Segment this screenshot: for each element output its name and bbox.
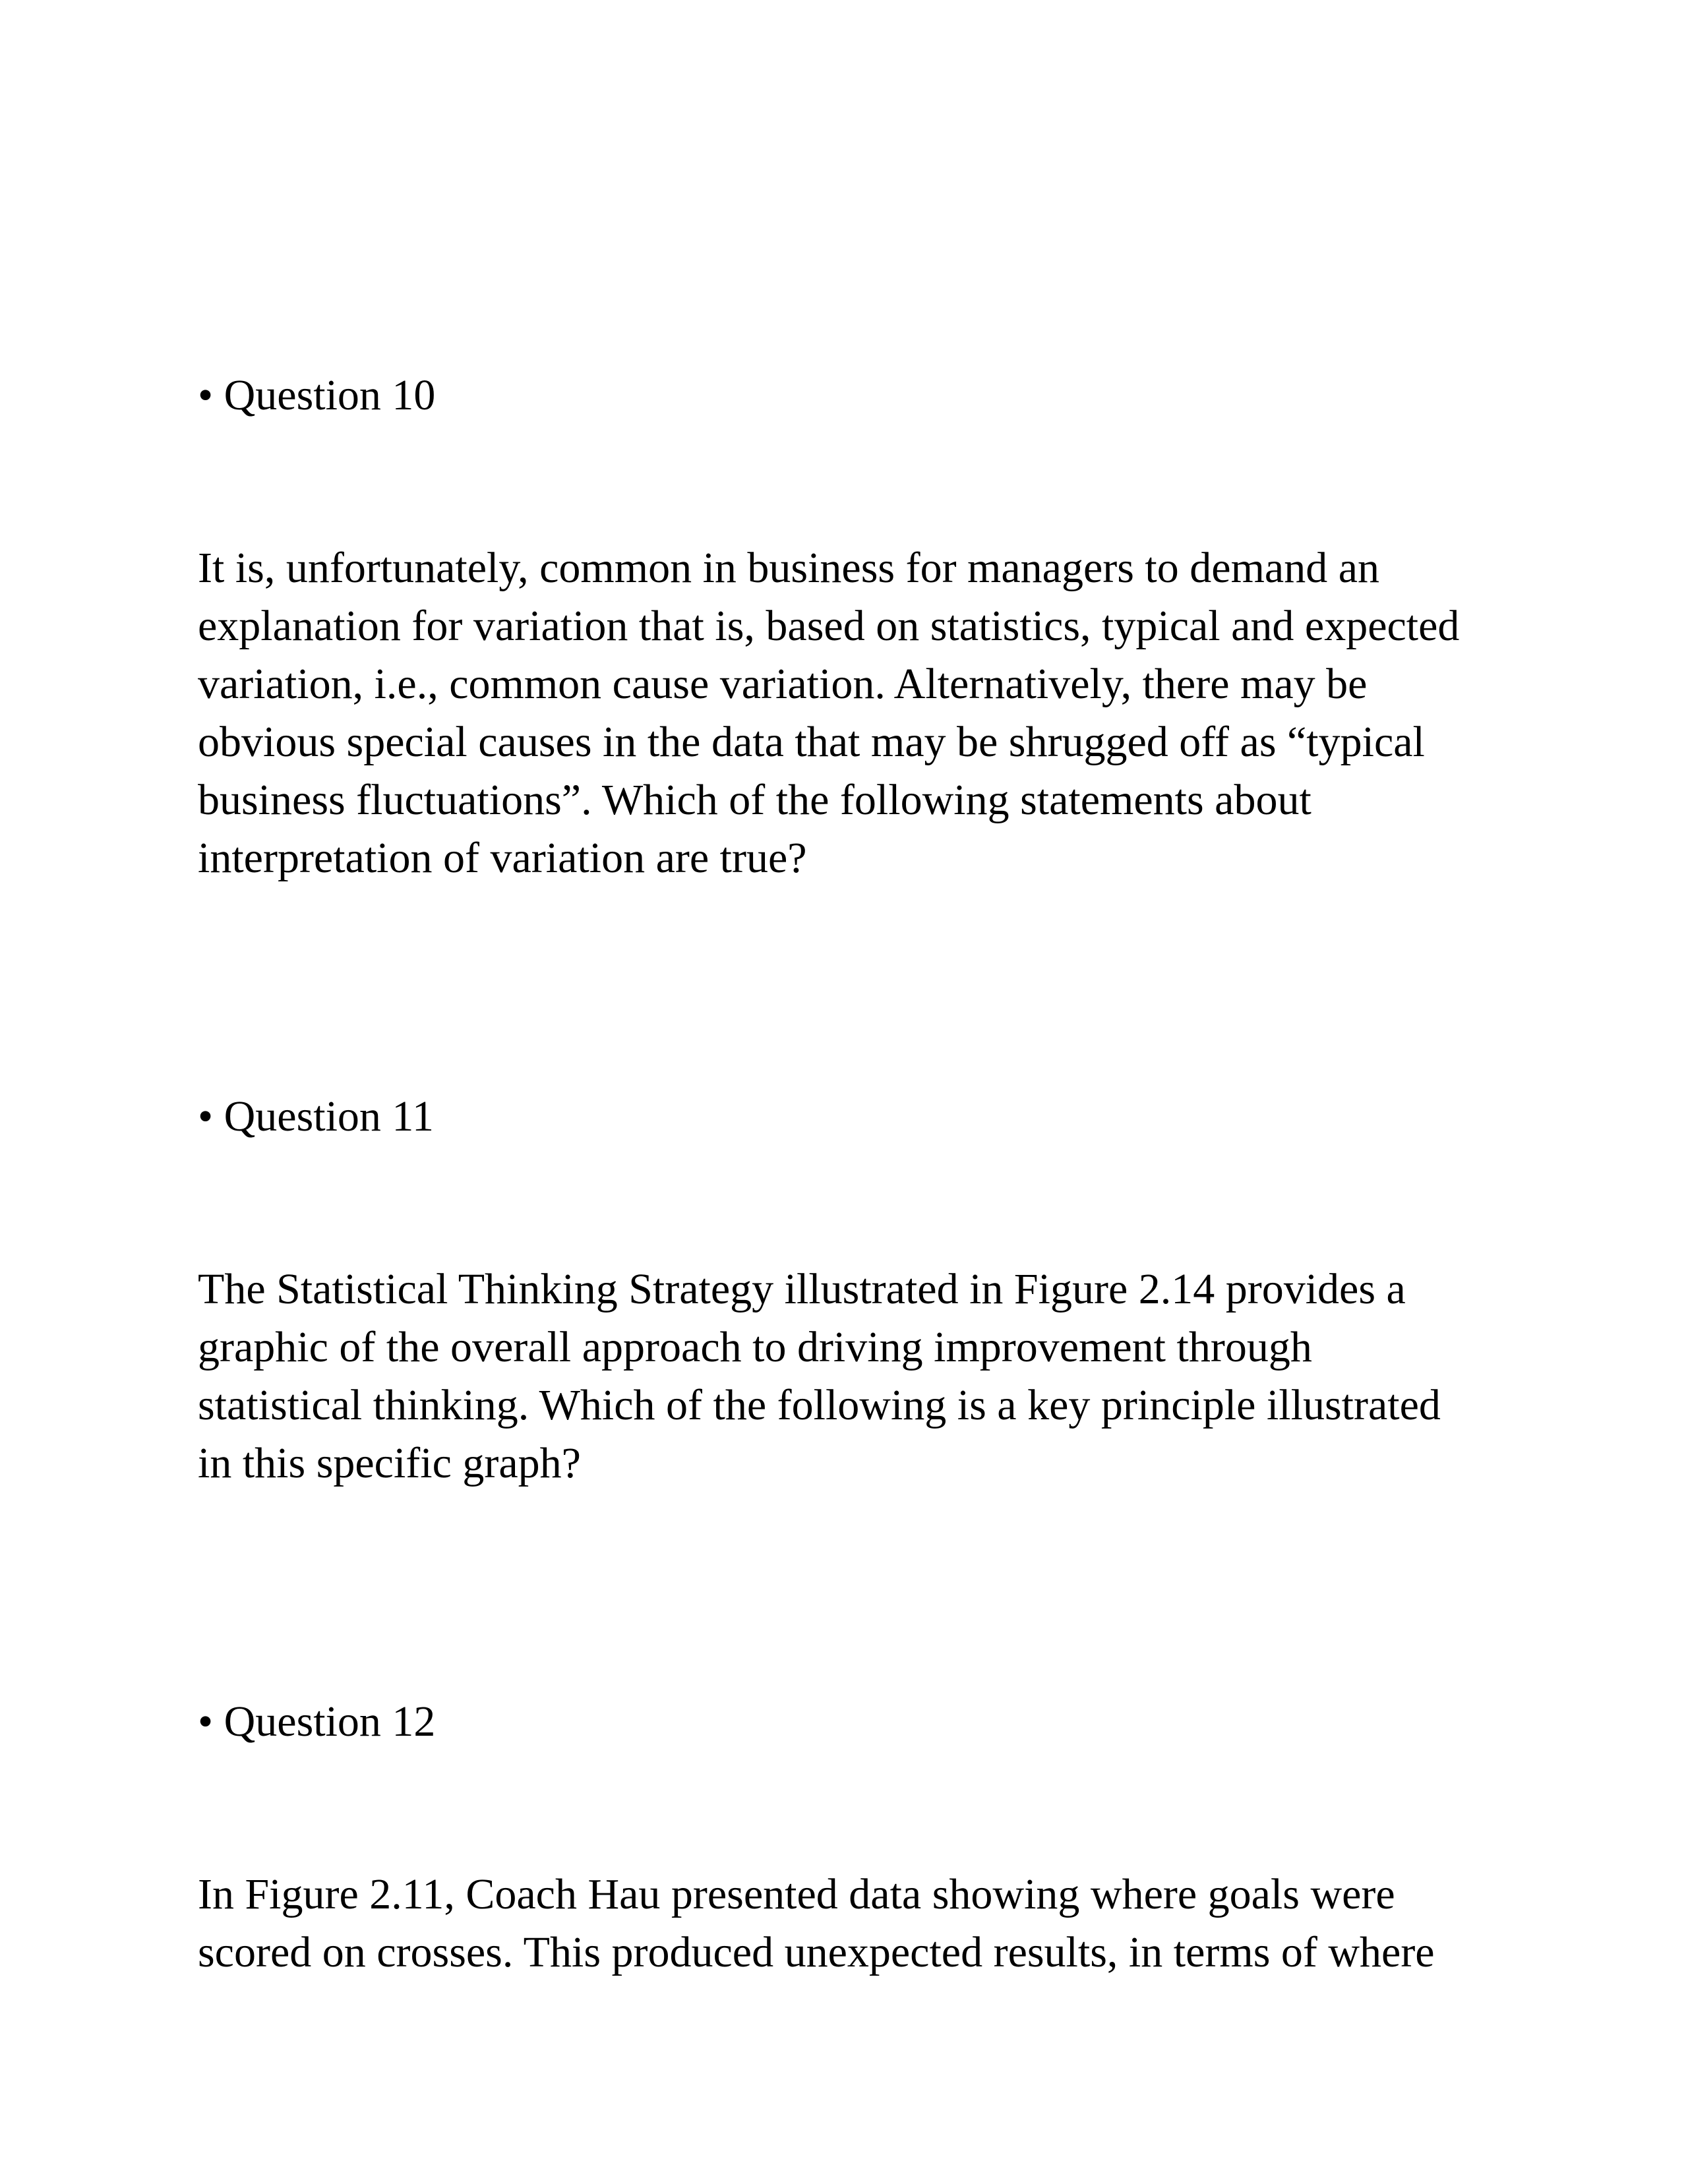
- question-11-line: statistical thinking. Which of the following is a key principle illustrated: [198, 1381, 1441, 1429]
- question-12-line: In Figure 2.11, Coach Hau presented data showing where goals were: [198, 1870, 1395, 1918]
- question-10-line: explanation for variation that is, based on statistics, typical and expected: [198, 602, 1460, 650]
- question-12-text: [198, 1866, 1569, 1982]
- question-11-text: [198, 1260, 1569, 1492]
- question-12-line: scored on crosses. This produced unexpected results, in terms of where: [198, 1928, 1435, 1976]
- question-11-line: in this specific graph?: [198, 1439, 581, 1487]
- question-12-heading: • Question 12: [198, 1697, 436, 1746]
- question-10-line: interpretation of variation are true?: [198, 834, 807, 882]
- question-11-heading: • Question 11: [198, 1092, 434, 1140]
- question-11-line: The Statistical Thinking Strategy illustrated in Figure 2.14 provides a: [198, 1265, 1406, 1313]
- question-11-line: graphic of the overall approach to driving improvement through: [198, 1323, 1312, 1371]
- question-10-heading: • Question 10: [198, 371, 436, 419]
- question-10-text: [198, 539, 1569, 887]
- question-10-line: It is, unfortunately, common in business for managers to demand an: [198, 544, 1379, 592]
- question-10-line: business fluctuations”. Which of the following statements about: [198, 776, 1311, 824]
- question-10-line: variation, i.e., common cause variation. Alternatively, there may be: [198, 660, 1368, 708]
- question-10-line: obvious special causes in the data that may be shrugged off as “typical: [198, 718, 1425, 766]
